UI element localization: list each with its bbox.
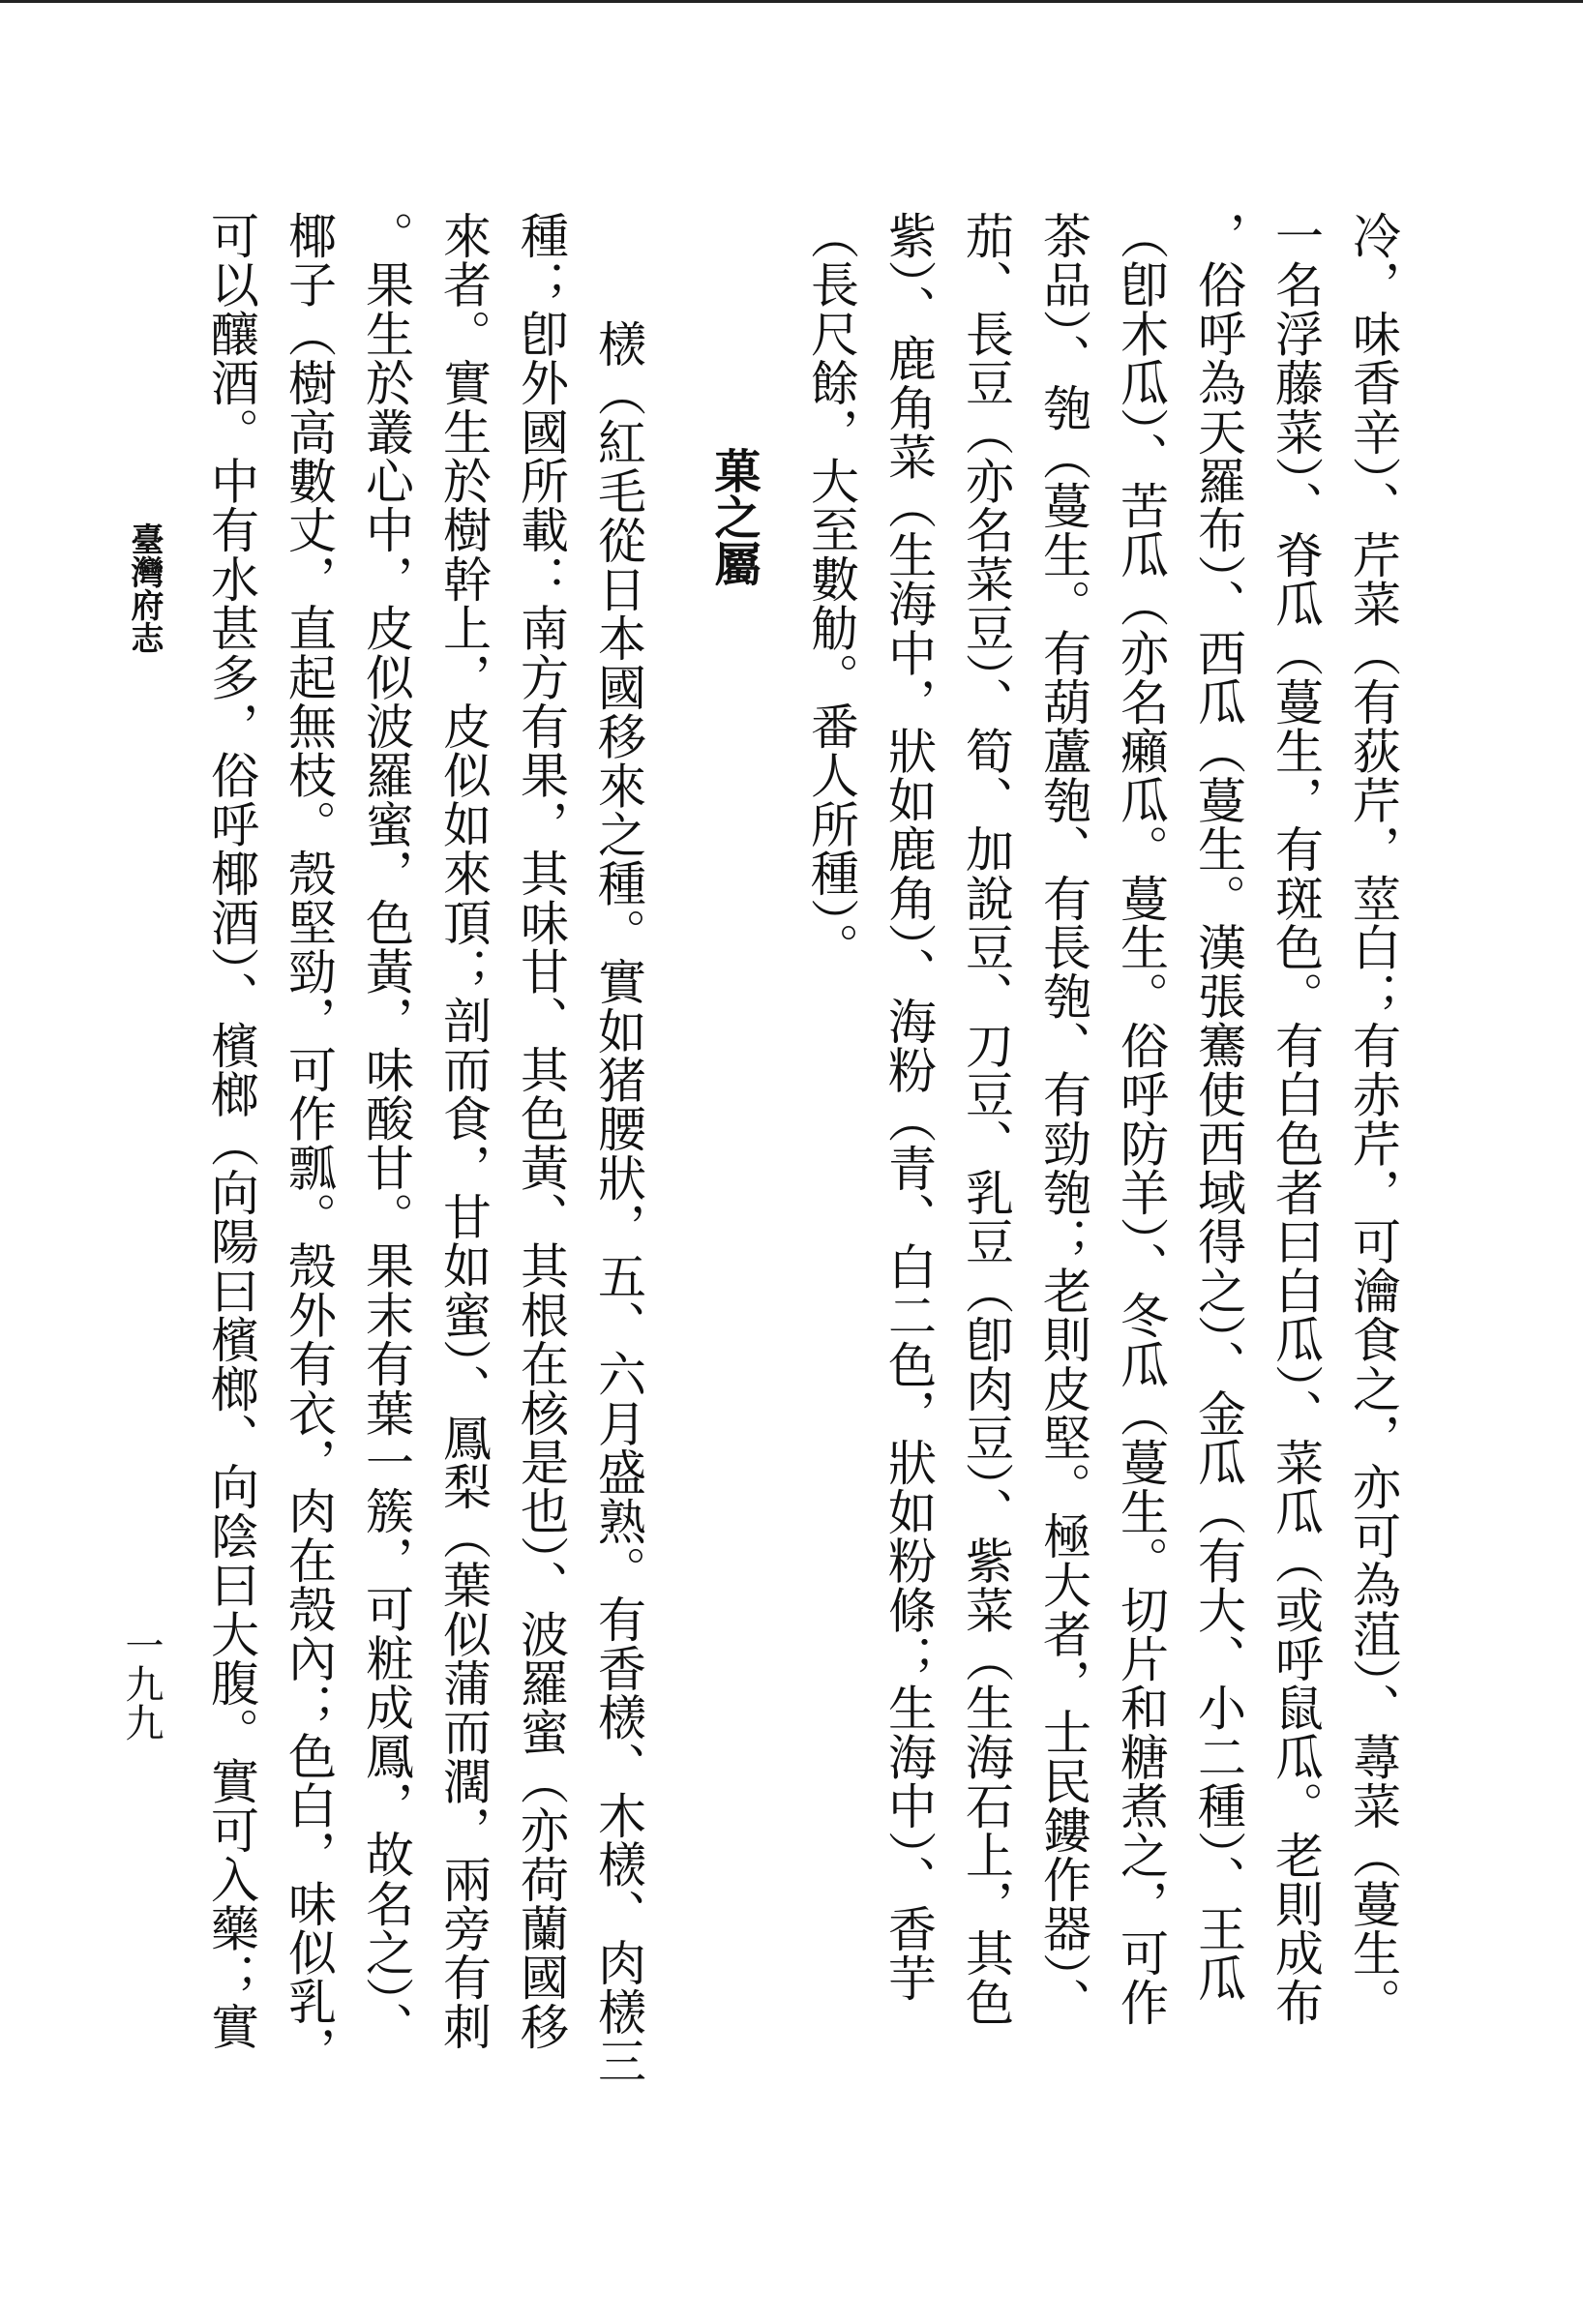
text-column: （長尺餘，大至數觔。番人所種）。 bbox=[803, 211, 859, 972]
section-heading: 菓之屬 bbox=[706, 447, 761, 586]
text-column: 檨（紅毛從日本國移來之種。實如猪腰狀，五、六月盛熟。有香檨、木檨、肉檨三 bbox=[590, 319, 646, 2086]
text-column: ，俗呼為天羅布）、西瓜（蔓生。漢張騫使西域得之）、金瓜（有大、小二種）、王瓜 bbox=[1190, 211, 1246, 2003]
text-column: 種；卽外國所載：南方有果，其味甘、其色黃、其根在核是也）、波羅蜜（亦荷蘭國移 bbox=[513, 211, 569, 2051]
page-number: 一九九 bbox=[119, 1625, 164, 1742]
text-column: （卽木瓜）、苦瓜（亦名癩瓜。蔓生。俗呼防羊）、冬瓜（蔓生。切片和糖煮之，可作 bbox=[1113, 211, 1169, 2027]
text-column: 可以釀酒。中有水甚多，俗呼椰酒）、檳榔（向陽曰檳榔、向陰曰大腹。實可入藥；實 bbox=[203, 211, 259, 2051]
text-column: 紫）、鹿角菜（生海中，狀如鹿角）、海粉（青、白二色，狀如粉條；生海中）、香芋 bbox=[881, 211, 937, 2003]
text-column: 茄、長豆（亦名菜豆）、筍、加說豆、刀豆、乳豆（卽肉豆）、紫菜（生海石上，其色 bbox=[958, 211, 1014, 2027]
top-border-rule bbox=[0, 0, 1583, 3]
book-title: 臺灣府志 bbox=[125, 522, 164, 654]
text-column: 一名浮藤菜）、脊瓜（蔓生，有斑色。有白色者曰白瓜）、菜瓜（或呼鼠瓜。老則成布 bbox=[1268, 211, 1324, 2027]
text-column: 茶品）、匏（蔓生。有葫蘆匏、有長匏、有勁匏；老則皮堅。極大者，士民鏤作器）、 bbox=[1035, 211, 1091, 2027]
text-column: 冷，味香辛）、芹菜（有荻芹，莖白；有赤芹，可瀹食之，亦可為菹）、蕁菜（蔓生。 bbox=[1345, 211, 1401, 2027]
text-column: 椰子（樹高數丈，直起無枝。殼堅勁，可作瓢。殼外有衣，肉在殼內；色白，味似乳， bbox=[281, 211, 337, 2075]
text-column: 。果生於叢心中，皮似波羅蜜，色黃，味酸甘。果末有葉一簇，可粧成鳳，故名之）、 bbox=[358, 211, 414, 2051]
text-column: 來者。實生於樹幹上，皮似如來頂；剖而食，甘如蜜）、鳳梨（葉似蒲而濶，兩旁有刺 bbox=[435, 211, 492, 2051]
